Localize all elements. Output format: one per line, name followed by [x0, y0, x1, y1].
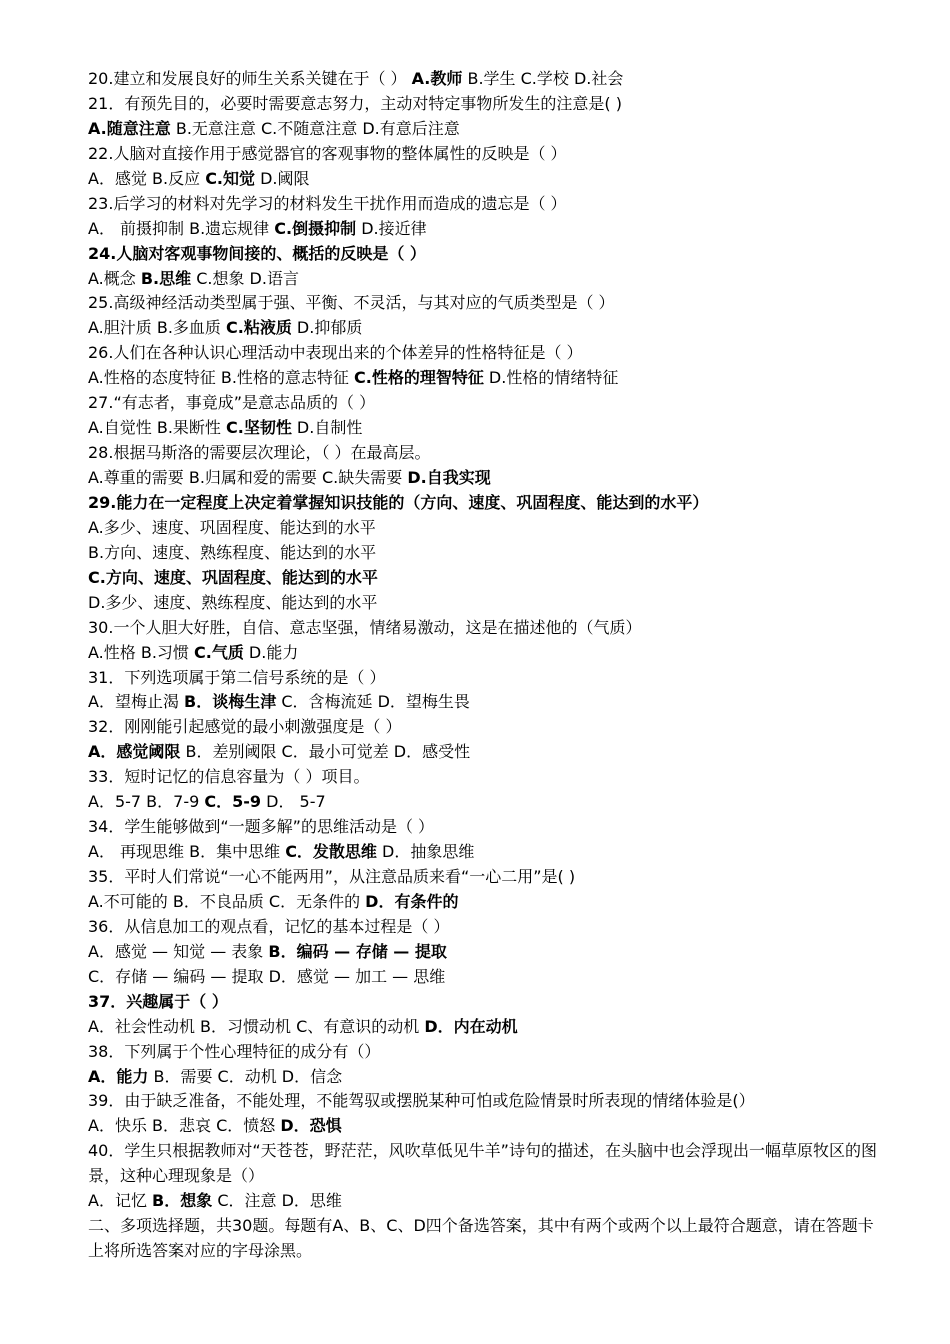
line-text: A．感觉 — 知觉 — 表象: [88, 941, 269, 961]
text-line: [88, 765, 888, 790]
line-text: A.性格的态度特征 B.性格的意志特征: [88, 368, 354, 388]
answer-text: C.知觉: [205, 168, 256, 188]
text-line: [88, 516, 888, 541]
text-line: [88, 92, 888, 117]
line-text: A． 再现思维 B．集中思维: [88, 842, 286, 862]
line-text: A.不可能的 B．不良品质 C．无条件的: [88, 891, 366, 911]
text-line: [88, 666, 888, 691]
line-text: B.方向、速度、熟练程度、能达到的水平: [88, 542, 377, 562]
line-text: A．快乐 B．悲哀 C．愤怒: [88, 1116, 281, 1136]
text-line: [88, 616, 888, 641]
answer-text: C.粘液质: [226, 318, 292, 338]
text-line: [88, 291, 888, 316]
line-text: D.多少、速度、熟练程度、能达到的水平: [88, 592, 378, 612]
line-text: A．望梅止渴: [88, 692, 185, 712]
text-line: [88, 466, 888, 491]
text-line: [88, 267, 888, 292]
line-text: 40．学生只根据教师对“天苍苍，野茫茫，风吹草低见牛羊”诗句的描述，在头脑中也会浮现出一幅草原牧区的图景，这种心理现象是（）: [88, 1141, 877, 1186]
line-text: D.性格的情绪特征: [483, 368, 619, 388]
document-body: [88, 67, 888, 1264]
text-line: [88, 715, 888, 740]
text-line: [88, 117, 888, 142]
line-text: D.抑郁质: [291, 318, 363, 338]
text-line: [88, 790, 888, 815]
line-text: C．含梅流延 D．望梅生畏: [276, 692, 470, 712]
line-text: C.想象 D.语言: [191, 268, 299, 288]
text-line: [88, 890, 888, 915]
line-text: 30.一个人胆大好胜，自信、意志坚强，情绪易激动，这是在描述他的（气质）: [88, 617, 642, 637]
text-line: [88, 192, 888, 217]
line-text: B.无意注意 C.不随意注意 D.有意后注意: [170, 118, 460, 138]
line-text: D.自制性: [291, 418, 363, 438]
answer-text: A．感觉阈限: [88, 742, 181, 762]
line-text: A.多少、速度、巩固程度、能达到的水平: [88, 517, 376, 537]
line-text: A．社会性动机 B．习惯动机 C、有意识的动机: [88, 1016, 425, 1036]
line-text: 27.“有志者，事竟成”是意志品质的（ ）: [88, 393, 376, 413]
answer-text: C．发散思维: [285, 842, 377, 862]
answer-text: 37．兴趣属于（ ）: [88, 991, 228, 1011]
text-line: [88, 217, 888, 242]
answer-text: C.方向、速度、巩固程度、能达到的水平: [88, 567, 378, 587]
text-line: [88, 1189, 888, 1214]
line-text: 28.根据马斯洛的需要层次理论，（ ）在最高层。: [88, 443, 431, 463]
line-text: A.自觉性 B.果断性: [88, 418, 226, 438]
text-line: [88, 591, 888, 616]
line-text: 23.后学习的材料对先学习的材料发生干扰作用而造成的遗忘是（ ）: [88, 193, 567, 213]
line-text: 二、多项选择题，共30题。每题有A、B、C、D四个备选答案，其中有两个或两个以上最符合题意，请在答题卡上将所选答案对应的字母涂黑。: [88, 1216, 874, 1261]
line-text: 39．由于缺乏准备，不能处理，不能驾驭或摆脱某种可怕或危险情景时所表现的情绪体验是(）: [88, 1091, 755, 1111]
line-text: 26.人们在各种认识心理活动中表现出来的个体差异的性格特征是（ ）: [88, 343, 583, 363]
answer-text: B．编码 — 存储 — 提取: [268, 941, 447, 961]
line-text: C．注意 D．思维: [212, 1191, 342, 1211]
line-text: A.性格 B.习惯: [88, 642, 194, 662]
answer-text: D．恐惧: [280, 1116, 342, 1136]
text-line: [88, 915, 888, 940]
line-text: D.接近律: [356, 218, 427, 238]
text-line: [88, 815, 888, 840]
line-text: 25.高级神经活动类型属于强、平衡、不灵活，与其对应的气质类型是（ ）: [88, 293, 615, 313]
answer-text: D．有条件的: [365, 891, 459, 911]
line-text: 21．有预先目的，必要时需要意志努力，主动对特定事物所发生的注意是( ): [88, 93, 622, 113]
answer-text: B．谈梅生津: [184, 692, 277, 712]
line-text: 31．下列选项属于第二信号系统的是（ ）: [88, 667, 386, 687]
line-text: A． 前摄抑制 B.遗忘规律: [88, 218, 275, 238]
line-text: A．5-7 B．7-9: [88, 792, 205, 812]
line-text: 34．学生能够做到“一题多解”的思维活动是（ ）: [88, 817, 435, 837]
text-line: [88, 1089, 888, 1114]
line-text: A.尊重的需要 B.归属和爱的需要 C.缺失需要: [88, 468, 408, 487]
text-line: [88, 1214, 888, 1264]
text-line: [88, 1139, 888, 1189]
answer-text: C.坚韧性: [226, 418, 292, 438]
text-line: [88, 441, 888, 466]
line-text: A．记忆: [88, 1191, 153, 1211]
text-line: [88, 67, 888, 92]
answer-text: B.思维: [140, 268, 192, 288]
answer-text: B．想象: [152, 1191, 213, 1211]
text-line: [88, 1065, 888, 1090]
text-line: [88, 341, 888, 366]
answer-text: D．内在动机: [424, 1016, 518, 1036]
text-line: [88, 366, 888, 391]
line-text: D.能力: [243, 642, 299, 662]
text-line: [88, 865, 888, 890]
line-text: 36．从信息加工的观点看，记忆的基本过程是（ ）: [88, 916, 450, 936]
answer-text: A.随意注意: [88, 118, 171, 138]
line-text: D．抽象思维: [376, 842, 475, 862]
answer-text: C.气质: [194, 642, 244, 662]
line-text: C．存储 — 编码 — 提取 D．感觉 — 加工 — 思维: [88, 966, 446, 986]
text-line: [88, 990, 888, 1015]
text-line: [88, 541, 888, 566]
answer-text: C.倒摄抑制: [274, 218, 357, 238]
line-text: 35．平时人们常说“一心不能两用”，从注意品质来看“一心二用”是( ): [88, 867, 576, 886]
line-text: A．感觉 B.反应: [88, 168, 206, 188]
text-line: [88, 965, 888, 990]
text-line: [88, 1040, 888, 1065]
text-line: [88, 940, 888, 965]
line-text: A.概念: [88, 268, 141, 288]
text-line: [88, 416, 888, 441]
text-line: [88, 167, 888, 192]
answer-text: 24.人脑对客观事物间接的、概括的反映是（ ）: [88, 243, 426, 263]
answer-text: 29.能力在一定程度上决定着掌握知识技能的（方向、速度、巩固程度、能达到的水平）: [88, 492, 709, 512]
text-line: [88, 1114, 888, 1139]
line-text: 22.人脑对直接作用于感觉器官的客观事物的整体属性的反映是（ ）: [88, 143, 567, 163]
text-line: [88, 391, 888, 416]
answer-text: C.性格的理智特征: [354, 368, 484, 388]
line-text: B．需要 C．动机 D．信念: [148, 1066, 343, 1086]
text-line: [88, 491, 888, 516]
text-line: [88, 316, 888, 341]
answer-text: D.自我实现: [407, 468, 491, 487]
line-text: D.阈限: [255, 168, 310, 188]
line-text: B.学生 C.学校 D.社会: [462, 69, 624, 88]
text-line: [88, 740, 888, 765]
text-line: [88, 840, 888, 865]
text-line: [88, 1015, 888, 1040]
line-text: A.胆汁质 B.多血质: [88, 318, 226, 338]
text-line: [88, 566, 888, 591]
line-text: 32．刚刚能引起感觉的最小刺激强度是（ ）: [88, 717, 402, 737]
line-text: 38．下列属于个性心理特征的成分有（）: [88, 1041, 381, 1061]
answer-text: A.教师: [411, 69, 463, 88]
text-line: [88, 641, 888, 666]
text-line: [88, 142, 888, 167]
line-text: 20.建立和发展良好的师生关系关键在于（ ）: [88, 69, 412, 88]
line-text: B．差别阈限 C．最小可觉差 D．感受性: [180, 742, 471, 762]
text-line: [88, 690, 888, 715]
answer-text: A．能力: [88, 1066, 149, 1086]
text-line: [88, 242, 888, 267]
line-text: 33．短时记忆的信息容量为（ ）项目。: [88, 767, 370, 787]
answer-text: C．5-9: [204, 792, 262, 812]
line-text: D． 5-7: [261, 792, 326, 812]
